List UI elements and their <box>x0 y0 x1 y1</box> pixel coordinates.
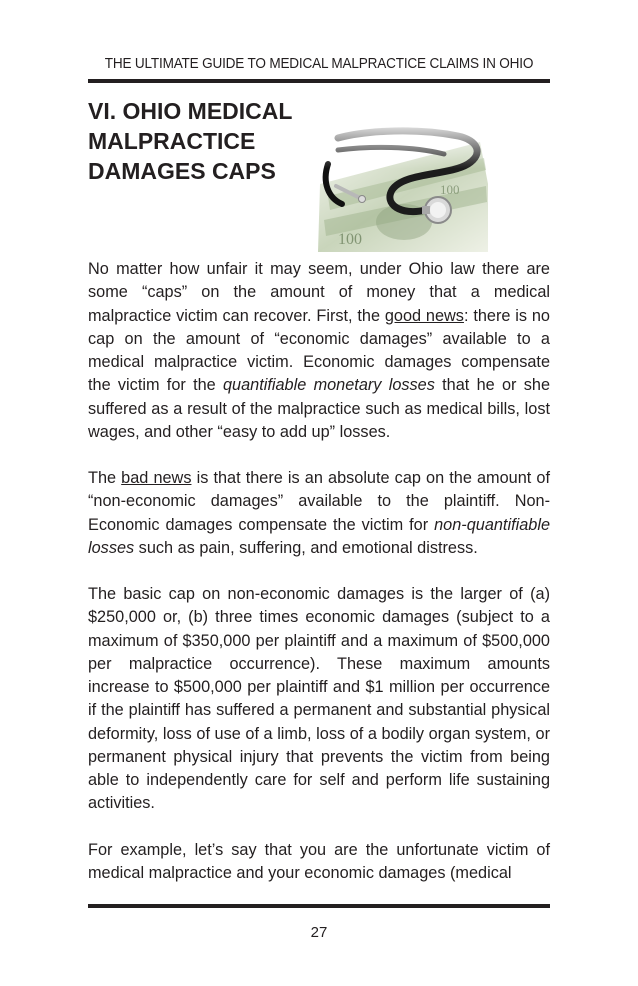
non-quantifiable-losses-emphasis: non-quantifiable losses <box>88 515 550 557</box>
footer-rule <box>88 904 550 908</box>
paragraph-non-economic-damages <box>88 467 550 560</box>
text-run: is that there is an absolute cap on the amount of “non-economic damages” available to the plaintiff. Non-Economic damages compensate the victim for <box>88 469 550 534</box>
running-header: THE ULTIMATE GUIDE TO MEDICAL MALPRACTICE CLAIMS IN OHIO <box>104 56 534 72</box>
section-heading-line-1: VI. OHIO MEDICAL MALPRACTICE <box>88 98 293 154</box>
text-run: such as pain, suffering, and emotional distress. <box>134 538 478 557</box>
text-run: No matter how unfair it may seem, under Ohio law there are some “caps” on the amount of money that a medical malpractice victim can recover. First, the <box>88 260 550 325</box>
body-text <box>88 258 550 908</box>
bad-news-underlined: bad news <box>121 469 192 487</box>
good-news-underlined: good news <box>384 306 464 325</box>
quantifiable-losses-emphasis: quantifiable monetary losses <box>223 376 435 395</box>
text-run: that he or she suffered as a result of the malpractice such as medical bills, lost wages, and other “easy to add up” losses. <box>88 376 550 441</box>
text-run: The <box>88 469 122 487</box>
paragraph-damage-cap-amounts: The basic cap on non-economic damages is the larger of (a) $250,000 or, (b) three times economic damages (subject to a maximum of $350,000 per plaintiff and a maximum of $500,000 per malpractice occurrence). These maximum amounts increase to $500,000 per plaintiff and $1 million per occurrence if the plaintiff has suffered a permanent and substantial physical deformity, loss of use of a limb, loss of a bodily organ system, or permanent physical injury that prevents the victim from being able to independently care for self and perform life sustaining activities. <box>88 585 550 813</box>
section-heading-line-2: DAMAGES CAPS <box>88 158 276 184</box>
page-number: 27 <box>310 924 328 941</box>
stethoscope-on-money-image <box>308 124 488 252</box>
text-run: : there is no cap on the amount of “economic damages” available to a medical malpractice victim. Economic damages compensate the victim for the <box>88 306 550 395</box>
paragraph-economic-damages <box>88 258 550 444</box>
header-rule <box>88 79 550 83</box>
paragraph-example: For example, let’s say that you are the unfortunate victim of medical malpractice and your economic damages (medical <box>88 840 550 882</box>
